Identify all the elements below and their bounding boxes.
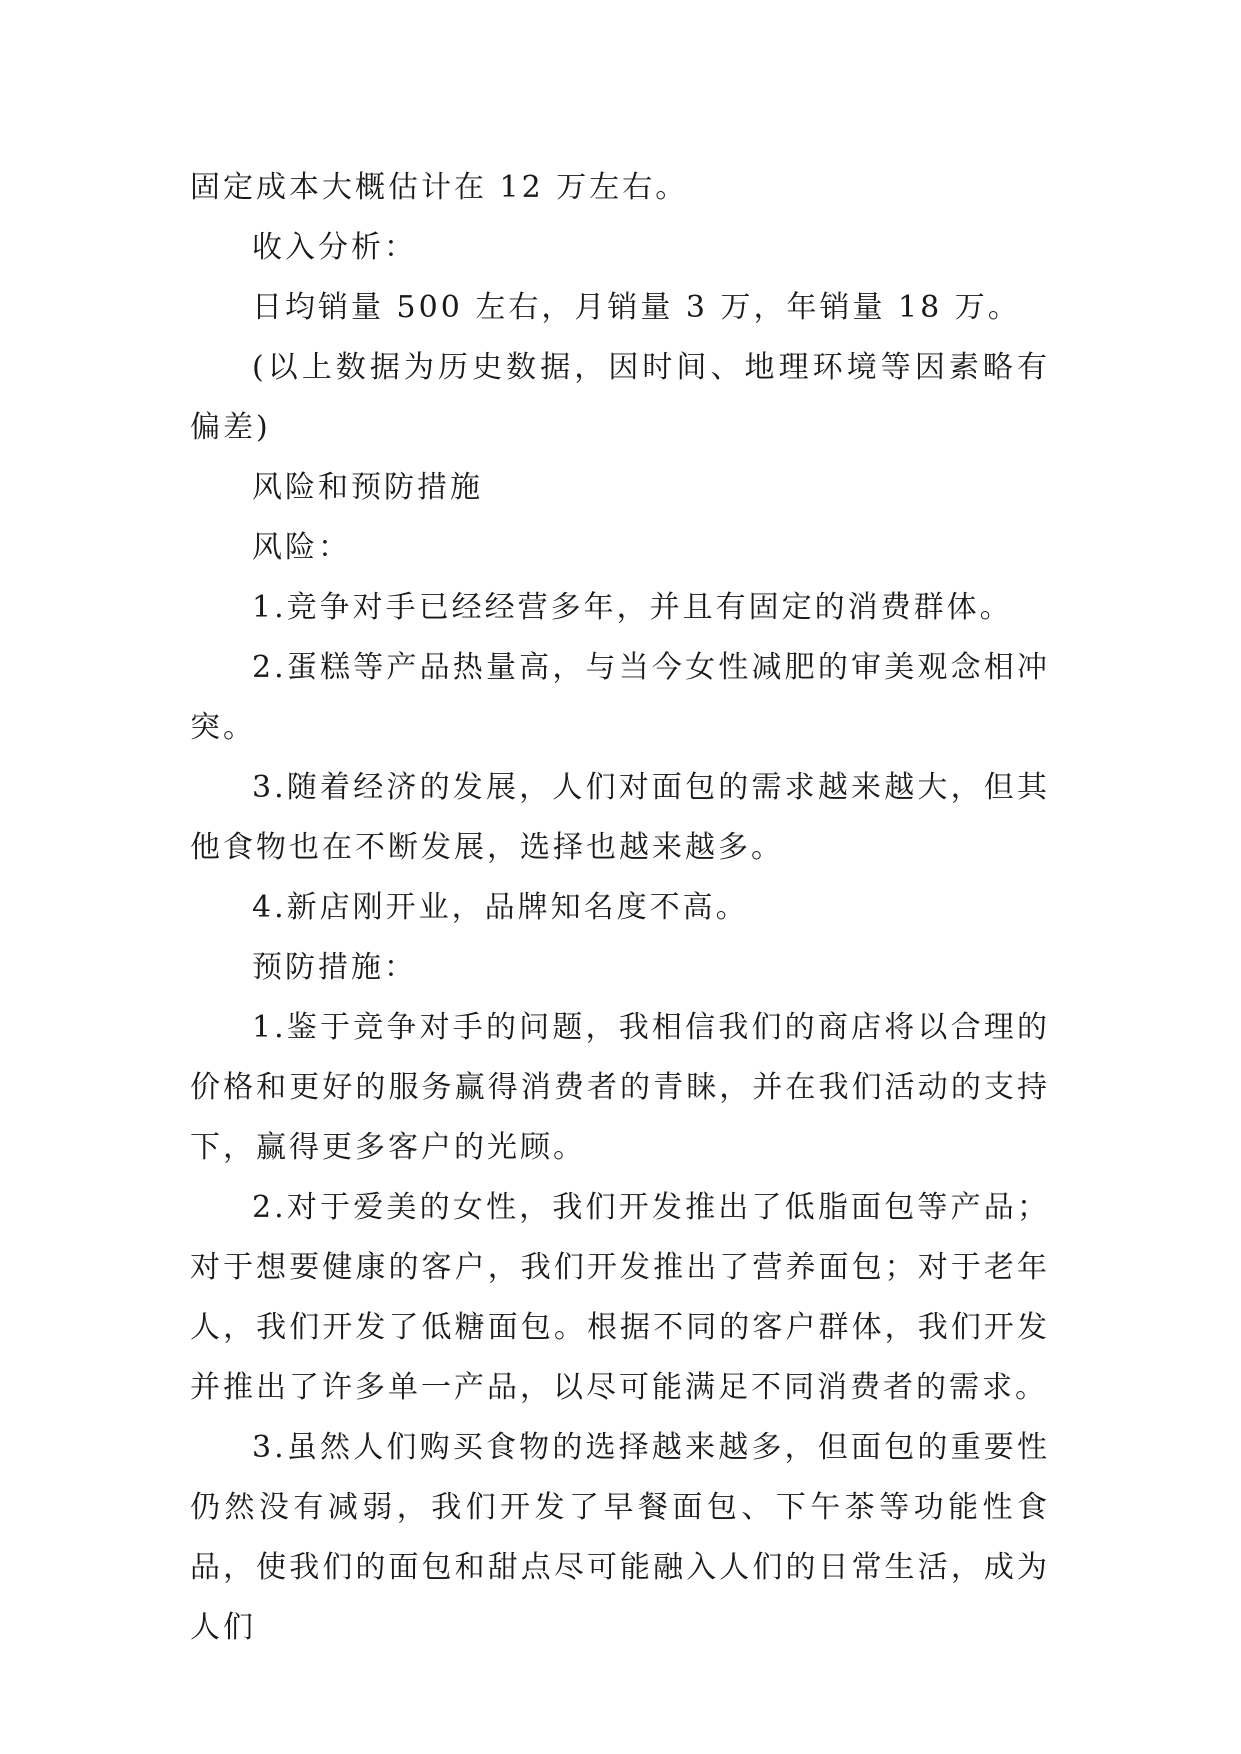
paragraph-risk-1: 1.竞争对手已经经营多年，并且有固定的消费群体。: [252, 590, 1013, 625]
paragraph-risk-section-title: 风险和预防措施: [252, 470, 483, 505]
paragraph-risk-2: 2.蛋糕等产品热量高，与当今女性减肥的审美观念相冲突。: [190, 650, 1050, 745]
paragraph-risk-heading: 风险：: [252, 530, 351, 565]
document-body: [190, 158, 1050, 1658]
paragraph-prevention-2: 2.对于爱美的女性，我们开发推出了低脂面包等产品；对于想要健康的客户，我们开发推出了营养面包；对于老年人，我们开发了低糖面包。根据不同的客户群体，我们开发并推出了许多单一产品，以尽可能满足不同消费者的需求。: [190, 1190, 1050, 1405]
paragraph-data-note: (以上数据为历史数据，因时间、地理环境等因素略有偏差): [190, 350, 1050, 445]
paragraph-prevention-1: 1.鉴于竞争对手的问题，我相信我们的商店将以合理的价格和更好的服务赢得消费者的青睐，并在我们活动的支持下，赢得更多客户的光顾。: [190, 1010, 1050, 1165]
paragraph-risk-4: 4.新店刚开业，品牌知名度不高。: [252, 890, 749, 925]
paragraph-sales-volume: 日均销量 500 左右，月销量 3 万，年销量 18 万。: [252, 290, 1021, 325]
paragraph-prevention-3: 3.虽然人们购买食物的选择越来越多，但面包的重要性仍然没有减弱，我们开发了早餐面包、下午茶等功能性食品，使我们的面包和甜点尽可能融入人们的日常生活，成为人们: [190, 1430, 1050, 1645]
paragraph-prevention-heading: 预防措施：: [252, 950, 417, 985]
paragraph-fixed-cost: 固定成本大概估计在 12 万左右。: [190, 170, 689, 205]
paragraph-income-heading: 收入分析：: [252, 230, 417, 265]
paragraph-risk-3: 3.随着经济的发展，人们对面包的需求越来越大，但其他食物也在不断发展，选择也越来越多。: [190, 770, 1050, 865]
